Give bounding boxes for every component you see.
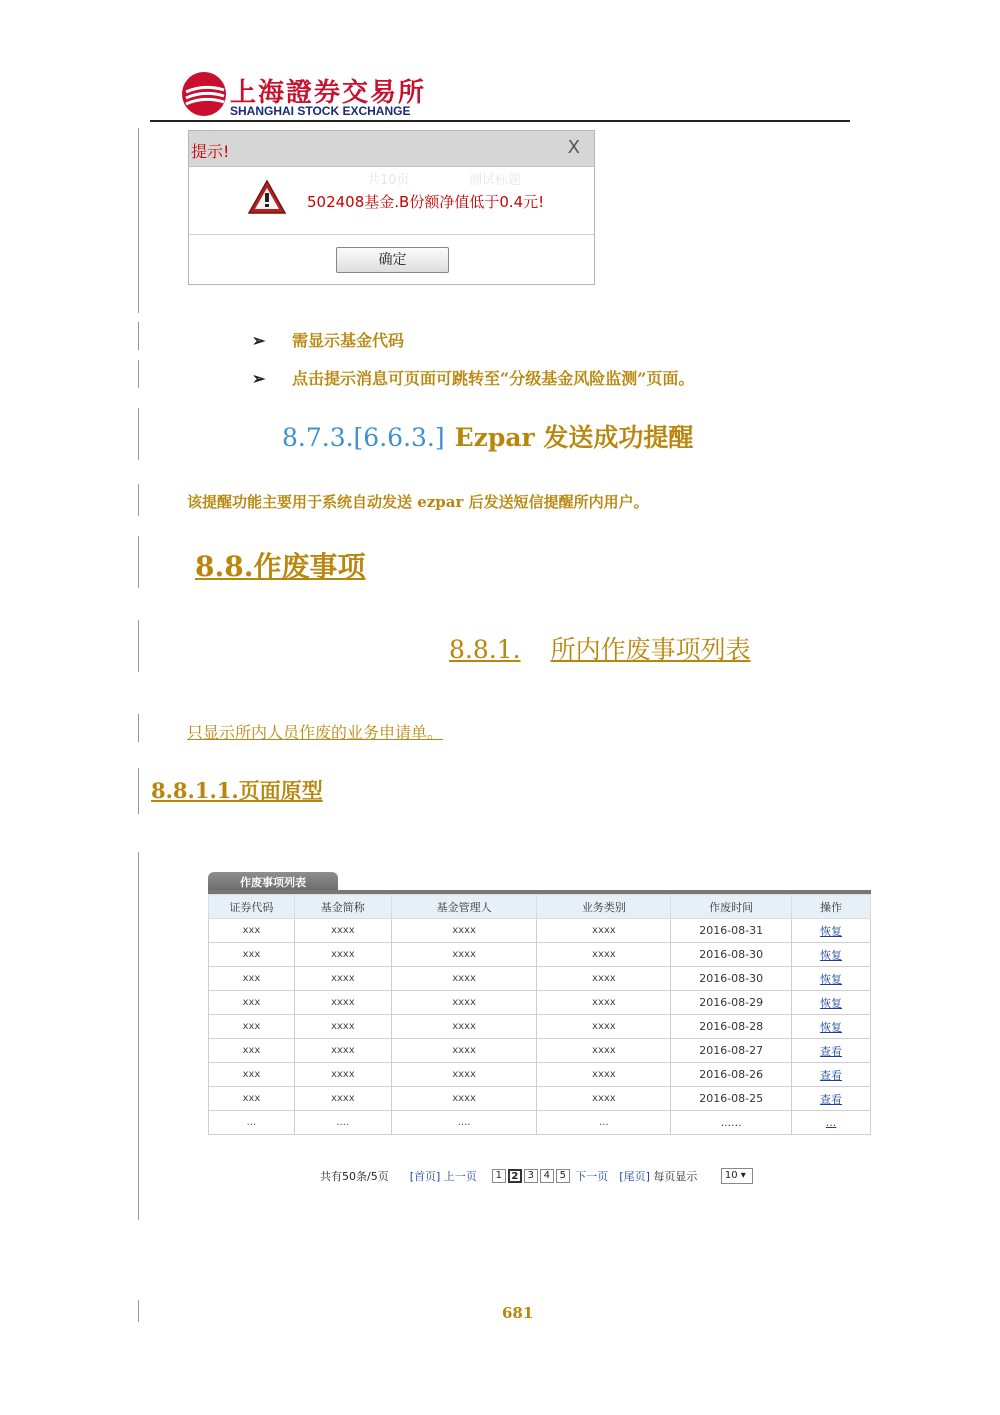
table-row [209, 967, 871, 991]
table-cell: xxxx [537, 943, 671, 967]
section-heading-8-8-1 [449, 630, 751, 666]
ghost-text: 测试标题 [469, 173, 522, 188]
column-header: 证券代码 [209, 895, 295, 919]
revision-bar [138, 536, 139, 588]
table-cell: xxxx [537, 967, 671, 991]
table-cell: xxxx [294, 1063, 391, 1087]
table-row [209, 1063, 871, 1087]
table-cell: ... [209, 1111, 295, 1135]
section-number: 8.7.3.[6.6.3.] [282, 423, 445, 452]
table-cell: xxx [209, 991, 295, 1015]
table-cell: 2016-08-26 [671, 1063, 792, 1087]
table-cell: xxx [209, 1015, 295, 1039]
sse-logo [180, 70, 440, 122]
table-cell: 2016-08-30 [671, 943, 792, 967]
table-cell: xxxx [294, 991, 391, 1015]
table-cell: xxxx [294, 919, 391, 943]
alert-dialog [188, 130, 595, 285]
header-rule [150, 120, 850, 122]
pager-page-button[interactable]: 5 [556, 1169, 570, 1183]
table-cell: xxxx [537, 1087, 671, 1111]
table-row [209, 919, 871, 943]
row-action-link[interactable]: 查看 [792, 1063, 871, 1087]
row-action-link[interactable]: 恢复 [792, 943, 871, 967]
void-items-table [208, 894, 871, 1135]
revision-bar [138, 360, 139, 388]
column-header: 业务类别 [537, 895, 671, 919]
row-action-link[interactable]: 恢复 [792, 1015, 871, 1039]
pager-first-link[interactable]: [首页] [409, 1170, 441, 1183]
pager-pages [492, 1169, 572, 1183]
logo-english-text: SHANGHAI STOCK EXCHANGE [230, 104, 411, 118]
table-cell: 2016-08-28 [671, 1015, 792, 1039]
arrow-bullet-icon: ➢ [252, 331, 266, 350]
bullet-text: 需显示基金代码 [292, 331, 405, 350]
revision-bar [138, 852, 139, 1220]
section-number: 8.8.1. [449, 635, 521, 664]
section-title: 所内作废事项列表 [550, 635, 751, 664]
pager-prev-link[interactable]: 上一页 [443, 1170, 477, 1183]
paragraph: 只显示所内人员作废的业务申请单。 [187, 723, 444, 742]
table-header-row [209, 895, 871, 919]
revision-bar [138, 1300, 139, 1322]
table-cell: xxxx [537, 919, 671, 943]
per-page-label: 每页显示 [653, 1170, 698, 1183]
table-row [209, 1039, 871, 1063]
ghost-text: 共10页 [367, 173, 410, 188]
table-cell: xxx [209, 1063, 295, 1087]
sse-logo-mark-icon [180, 70, 228, 118]
revision-bar [138, 484, 139, 516]
pagination [320, 1168, 753, 1184]
table-cell: xxx [209, 1087, 295, 1111]
table-row [209, 991, 871, 1015]
revision-bar [138, 620, 139, 672]
table-row [209, 1087, 871, 1111]
revision-bar [138, 128, 139, 313]
per-page-select[interactable]: 10 ▾ [721, 1168, 753, 1184]
section-heading-8-7-3 [282, 418, 693, 454]
tab-void-items[interactable]: 作废事项列表 [208, 872, 338, 894]
table-cell: xxxx [294, 943, 391, 967]
table-row [209, 943, 871, 967]
table-cell: xxxx [537, 991, 671, 1015]
table-row [209, 1111, 871, 1135]
table-cell: .... [391, 1111, 537, 1135]
table-cell: .... [294, 1111, 391, 1135]
row-action-link[interactable]: ... [792, 1111, 871, 1135]
table-cell: xxxx [391, 943, 537, 967]
pager-last-link[interactable]: [尾页] [619, 1170, 650, 1183]
table-cell: xxxx [391, 1063, 537, 1087]
pager-page-button[interactable]: 3 [524, 1169, 538, 1183]
row-action-link[interactable]: 查看 [792, 1087, 871, 1111]
section-title: Ezpar 发送成功提醒 [454, 423, 694, 452]
table-cell: xxx [209, 943, 295, 967]
table-row [209, 1015, 871, 1039]
table-cell: xxxx [391, 1087, 537, 1111]
revision-bar [138, 408, 139, 460]
dialog-message: 502408基金.B份额净值低于0.4元! [307, 193, 545, 211]
revision-bar [138, 768, 139, 814]
ok-button[interactable]: 确定 [336, 247, 449, 273]
pager-total: 共有50条/5页 [320, 1170, 389, 1183]
section-heading-8-8-1-1: 8.8.1.1.页面原型 [151, 778, 323, 803]
table-cell: xxxx [294, 1087, 391, 1111]
table-cell: xxxx [294, 967, 391, 991]
row-action-link[interactable]: 查看 [792, 1039, 871, 1063]
bullet-item [252, 328, 404, 351]
table-cell: xxxx [391, 991, 537, 1015]
table-cell: 2016-08-29 [671, 991, 792, 1015]
revision-bar [138, 714, 139, 742]
table-cell: 2016-08-30 [671, 967, 792, 991]
table-cell: xxxx [391, 1015, 537, 1039]
warning-icon [247, 179, 287, 215]
row-action-link[interactable]: 恢复 [792, 919, 871, 943]
table-cell: 2016-08-27 [671, 1039, 792, 1063]
page-number: 681 [502, 1304, 534, 1322]
pager-page-button[interactable]: 4 [540, 1169, 554, 1183]
table-cell: xxxx [537, 1015, 671, 1039]
bullet-text: 点击提示消息可页面可跳转至“分级基金风险监测”页面。 [292, 369, 695, 388]
dialog-separator [189, 234, 594, 235]
table-cell: xxx [209, 919, 295, 943]
arrow-bullet-icon: ➢ [252, 369, 266, 388]
logo-chinese-text: 上海證券交易所 [230, 78, 427, 108]
table-cell: xxxx [391, 919, 537, 943]
section-heading-8-8: 8.8.作废事项 [195, 550, 366, 583]
pager-next-link[interactable]: 下一页 [575, 1170, 609, 1183]
table-cell: 2016-08-25 [671, 1087, 792, 1111]
table-cell: xxx [209, 1039, 295, 1063]
table-cell: xxxx [294, 1015, 391, 1039]
column-header: 基金简称 [294, 895, 391, 919]
pager-page-button[interactable]: 1 [492, 1169, 506, 1183]
table-cell: xxxx [391, 1039, 537, 1063]
table-cell: xxxx [537, 1063, 671, 1087]
dialog-title: 提示! [191, 142, 230, 161]
row-action-link[interactable]: 恢复 [792, 967, 871, 991]
column-header: 操作 [792, 895, 871, 919]
dialog-title-bar [189, 131, 594, 167]
table-cell: ...... [671, 1111, 792, 1135]
table-cell: xxx [209, 967, 295, 991]
row-action-link[interactable]: 恢复 [792, 991, 871, 1015]
paragraph: 该提醒功能主要用于系统自动发送 ezpar 后发送短信提醒所内用户。 [187, 493, 649, 511]
column-header: 基金管理人 [391, 895, 537, 919]
close-icon[interactable]: X [567, 137, 580, 158]
bullet-item [252, 366, 694, 389]
table-cell: 2016-08-31 [671, 919, 792, 943]
table-cell: xxxx [391, 967, 537, 991]
column-header: 作废时间 [671, 895, 792, 919]
pager-page-button[interactable]: 2 [508, 1169, 522, 1183]
void-items-prototype [208, 870, 871, 1136]
table-cell: xxxx [537, 1039, 671, 1063]
table-cell: ... [537, 1111, 671, 1135]
revision-bar [138, 322, 139, 350]
table-cell: xxxx [294, 1039, 391, 1063]
